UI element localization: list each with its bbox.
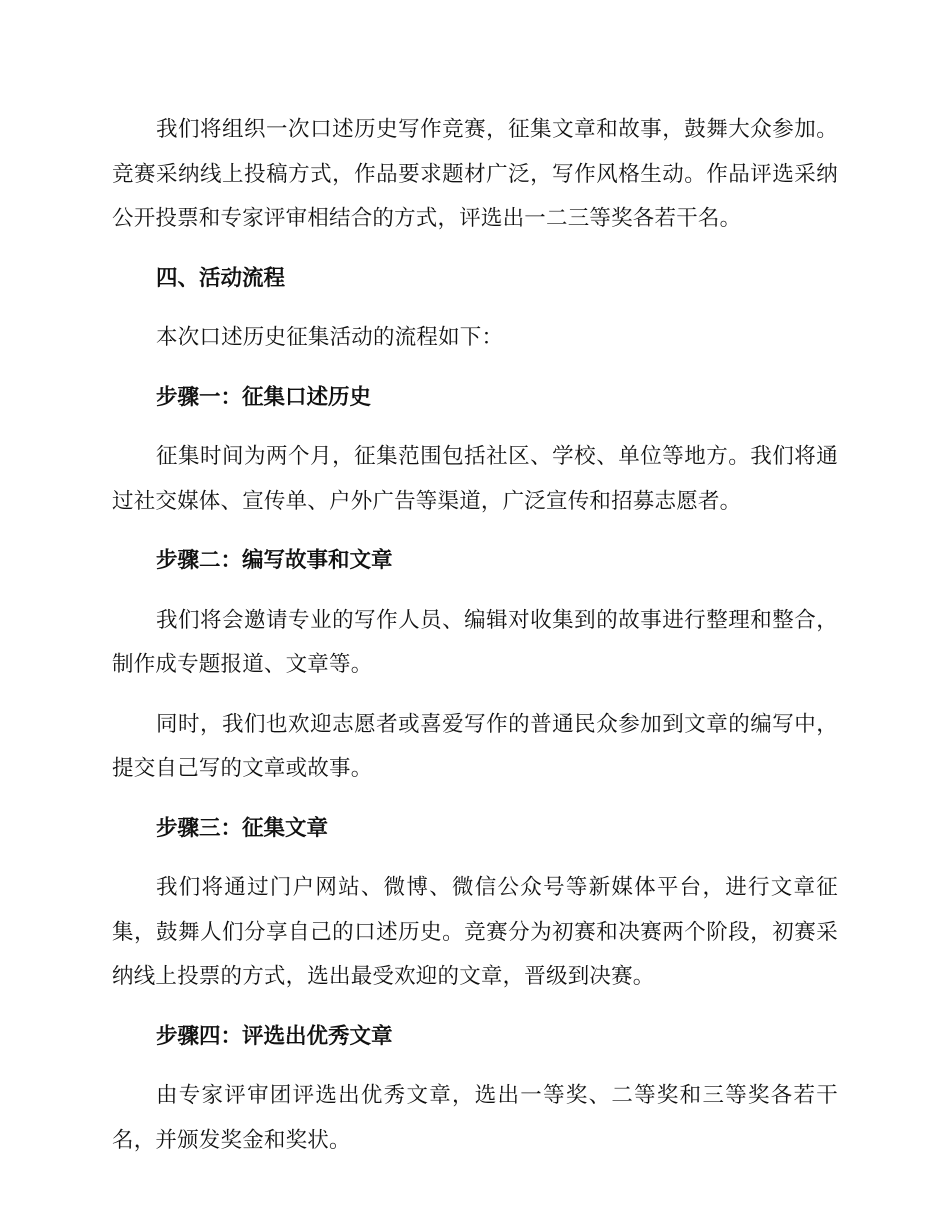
- paragraph-contest-intro: 我们将组织一次口述历史写作竞赛，征集文章和故事，鼓舞大众参加。竞赛采纳线上投稿方式，作品要求题材广泛，写作风格生动。作品评选采纳公开投票和专家评审相结合的方式，评选出一二三等奖各若干名。: [112, 117, 838, 231]
- section-heading-activity-process: 四、活动流程: [156, 265, 286, 291]
- paragraph-process-intro: 本次口述历史征集活动的流程如下：: [156, 325, 504, 350]
- step-heading-2: 步骤二：编写故事和文章: [156, 548, 393, 573]
- paragraph-step-1: 征集时间为两个月，征集范围包括社区、学校、单位等地方。我们将通过社交媒体、宣传单、户外广告等渠道，广泛宣传和招募志愿者。: [112, 444, 838, 514]
- step-heading-4: 步骤四：评选出优秀文章: [156, 1023, 393, 1049]
- paragraph-step-3: 我们将通过门户网站、微博、微信公众号等新媒体平台，进行文章征集，鼓舞人们分享自己的口述历史。竞赛分为初赛和决赛两个阶段，初赛采纳线上投票的方式，选出最受欢迎的文章，晋级到决赛。: [112, 875, 838, 989]
- step-heading-1: 步骤一：征集口述历史: [156, 384, 372, 410]
- step-heading-3: 步骤三：征集文章: [156, 815, 329, 841]
- paragraph-step-2-b: 同时，我们也欢迎志愿者或喜爱写作的普通民众参加到文章的编写中，提交自己写的文章或故事。: [112, 711, 838, 781]
- paragraph-step-2-a: 我们将会邀请专业的写作人员、编辑对收集到的故事进行整理和整合，制作成专题报道、文章等。: [112, 607, 838, 677]
- paragraph-step-4: 由专家评审团评选出优秀文章，选出一等奖、二等奖和三等奖各若干名，并颁发奖金和奖状。: [112, 1083, 838, 1153]
